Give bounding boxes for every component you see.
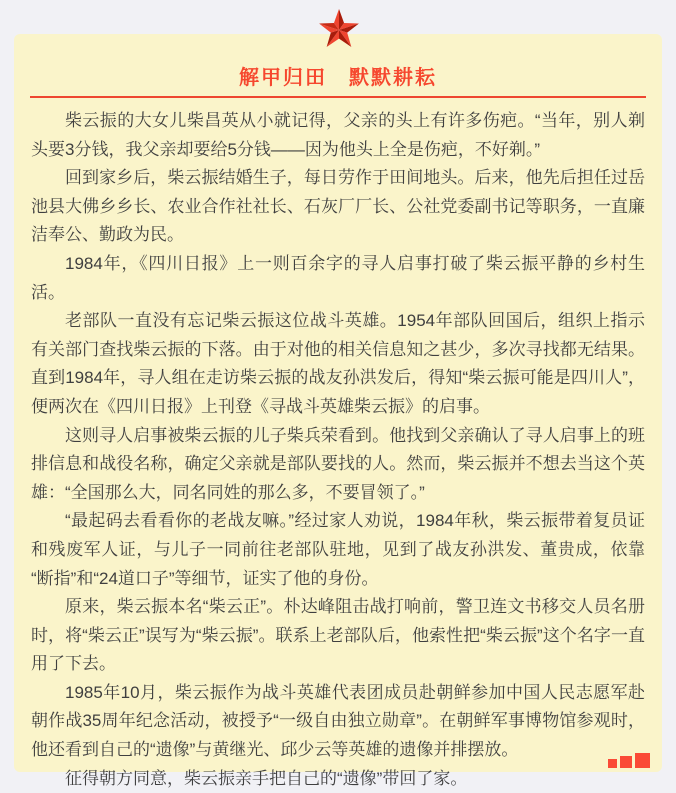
corner-squares-decoration [608, 753, 650, 768]
title-divider [30, 96, 646, 98]
article-body [31, 107, 645, 793]
body-paragraph: “最起码去看看你的老战友嘛。”经过家人劝说，1984年秋，柴云振带着复员证和残废军人证，与儿子一同前往老部队驻地，见到了战友孙洪发、董贵成，依靠“断指”和“24道口子”等细节，证实了他的身份。 [31, 511, 645, 588]
red-square-large-icon [635, 753, 650, 768]
article-card [14, 34, 662, 788]
body-paragraph: 征得朝方同意，柴云振亲手把自己的“遗像”带回了家。 [65, 768, 468, 788]
body-paragraph: 柴云振的大女儿柴昌英从小就记得，父亲的头上有许多伤疤。“当年，别人剃头要3分钱，我父亲却要给5分钱——因为他头上全是伤疤，不好剃。” [31, 111, 645, 159]
article-title: 解甲归田 默默耕耘 [239, 67, 437, 89]
body-paragraph: 回到家乡后，柴云振结婚生子，每日劳作于田间地头。后来，他先后担任过岳池县大佛乡乡长、农业合作社社长、石灰厂厂长、公社党委副书记等职务，一直廉洁奉公、勤政为民。 [31, 168, 645, 245]
red-square-medium-icon [620, 756, 632, 768]
red-square-small-icon [608, 759, 617, 768]
body-paragraph: 老部队一直没有忘记柴云振这位战斗英雄。1954年部队回国后，组织上指示有关部门查找柴云振的下落。由于对他的相关信息知之甚少，多次寻找都无结果。直到1984年，寻人组在走访柴云振的战友孙洪发后，得知“柴云振可能是四川人”，便两次在《四川日报》上刊登《寻战斗英雄柴云振》的启事。 [31, 311, 645, 416]
body-paragraph: 这则寻人启事被柴云振的儿子柴兵荣看到。他找到父亲确认了寻人启事上的班排信息和战役名称，确定父亲就是部队要找的人。然而，柴云振并不想去当这个英雄：“全国那么大，同名同姓的那么多，不要冒领了。” [31, 425, 645, 502]
body-paragraph: 1984年，《四川日报》上一则百余字的寻人启事打破了柴云振平静的乡村生活。 [31, 253, 645, 302]
body-paragraph: 1985年10月，柴云振作为战斗英雄代表团成员赴朝鲜参加中国人民志愿军赴朝作战35周年纪念活动，被授予“一级自由独立勋章”。在朝鲜军事博物馆参观时，他还看到自己的“遗像”与黄继光、邱少云等英雄的遗像并排摆放。 [31, 682, 645, 760]
red-star-icon [317, 8, 361, 52]
body-paragraph: 原来，柴云振本名“柴云正”。朴达峰阻击战打响前，警卫连文书移交人员名册时，将“柴云正”误写为“柴云振”。联系上老部队后，他索性把“柴云振”这个名字一直用了下去。 [31, 597, 645, 674]
